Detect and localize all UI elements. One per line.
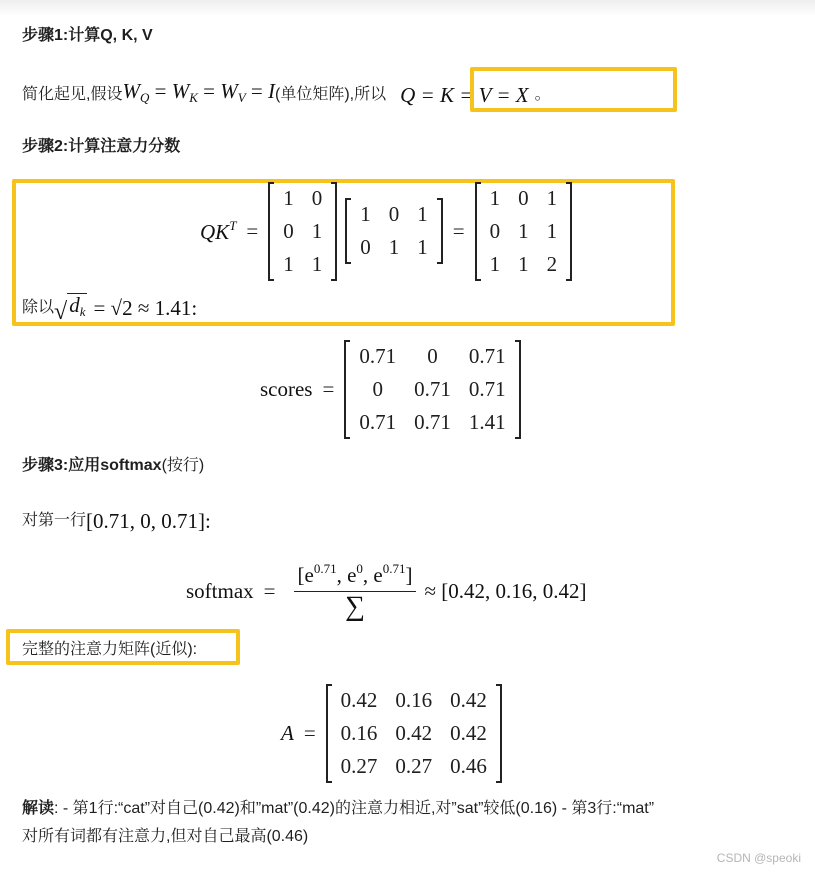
softmax-equation: softmax = $\frac{[e^{0.71}, e^0, e^{0.71}]}{\sum}$ ≈ [0.42, 0.16, 0.42] <box>186 560 587 622</box>
attention-matrix-cell: 0.16 <box>395 687 433 712</box>
matrix-xt-cell: 1 <box>360 202 371 226</box>
interpretation-bold: 解读 <box>22 800 55 817</box>
matrix-qkt-result-cell: 0 <box>518 185 529 210</box>
attention-matrix-row <box>332 750 496 783</box>
matrix-qkt-result-cell: 1 <box>489 185 501 210</box>
step1-assumption-suffix: (单位矩阵),所以 <box>275 85 387 103</box>
attention-matrix-cell: 0.27 <box>340 753 378 778</box>
scores-matrix-row <box>350 373 514 406</box>
matrix-xt-cell: 1 <box>417 235 428 259</box>
qkv-conclusion: Q = K = V = X <box>400 82 529 107</box>
matrix-qkt-result <box>475 182 573 281</box>
divide-by-line <box>22 293 197 323</box>
matrix-xt-cell: 1 <box>417 202 428 226</box>
scores-matrix-cell: 0.71 <box>468 376 506 401</box>
matrix-x-cell: 0 <box>283 218 294 243</box>
step1-text-prefix: 简化起见,假设 <box>22 85 123 103</box>
matrix-x <box>268 182 337 281</box>
scores-matrix-cell: 1.41 <box>468 409 506 434</box>
step2-heading: 步骤2:计算注意力分数 <box>22 138 181 155</box>
interpretation-line1 <box>22 798 654 820</box>
softmax-label: softmax <box>186 578 254 603</box>
scores-matrix <box>344 340 520 439</box>
qkt-label: $QK^T$ <box>200 217 237 244</box>
matrix-qkt-result-cell: 0 <box>489 218 501 243</box>
attention-matrix-cell: 0.42 <box>450 720 487 745</box>
matrix-x-row <box>274 182 331 215</box>
matrix-qkt-result-cell: 1 <box>546 185 558 210</box>
scores-matrix-cell: 0.71 <box>359 343 397 368</box>
highlight-box-qkv <box>470 67 677 112</box>
matrix-x-row <box>274 248 331 281</box>
attention-matrix-cell: 0.27 <box>395 753 433 778</box>
matrix-xt-row <box>351 198 437 231</box>
matrix-xt-row <box>351 231 437 264</box>
scores-matrix-cell: 0 <box>372 376 383 401</box>
scores-matrix-cell: 0.71 <box>359 409 397 434</box>
matrix-qkt-result-row <box>481 248 567 281</box>
scores-matrix-row <box>350 340 514 373</box>
attention-matrix-cell: 0.42 <box>395 720 433 745</box>
attention-matrix-cell: 0.42 <box>340 687 378 712</box>
scores-matrix-cell: 0.71 <box>468 343 506 368</box>
attention-matrix-row <box>332 684 496 717</box>
matrix-qkt-result-cell: 2 <box>546 251 558 276</box>
softmax-result: ≈ [0.42, 0.16, 0.42] <box>424 578 587 603</box>
attention-matrix <box>326 684 502 783</box>
matrix-x-cell: 0 <box>311 185 323 210</box>
scores-matrix-row <box>350 406 514 439</box>
scores-equation: scores = 0.71 0 0.71 0 0.71 0.71 0.71 0.71 1.41 <box>260 344 521 434</box>
attention-symbol: A <box>281 720 294 745</box>
interpretation-text: : - 第1行:“cat”对自己(0.42)和”mat”(0.42)的注意力相近,对”sat”较低(0.16) - 第3行:“mat” <box>54 800 655 817</box>
matrix-xt-cell: 1 <box>388 235 400 259</box>
scores-matrix-cell: 0.71 <box>414 376 451 401</box>
attention-matrix-cell: 0.42 <box>450 687 487 712</box>
matrix-qkt-result-cell: 1 <box>518 218 529 243</box>
qkt-equation: $QK^T$ = 1 0 0 1 1 1 1 0 1 0 1 1 = 1 0 1 0 1 1 1 1 2 <box>200 187 572 275</box>
matrix-qkt-result-row <box>481 182 567 215</box>
sqrt-dk: √ $d_k$ <box>54 293 86 325</box>
matrix-qkt-result-cell: 1 <box>546 218 558 243</box>
step1-heading: 步骤1:计算Q, K, V <box>22 27 153 44</box>
first-row-prefix: 对第一行 <box>22 512 87 529</box>
attention-matrix-row <box>332 717 496 750</box>
matrix-qkt-result-cell: 1 <box>518 251 529 276</box>
scores-matrix-cell: 0 <box>427 343 438 368</box>
full-matrix-label: 完整的注意力矩阵(近似): <box>22 641 198 658</box>
attention-matrix-cell: 0.46 <box>450 753 487 778</box>
divide-value: = √2 ≈ 1.41: <box>93 296 198 320</box>
attention-matrix-cell: 0.16 <box>340 720 378 745</box>
step3-heading-rest: (按行) <box>161 457 205 474</box>
matrix-xt-cell: 0 <box>360 235 371 259</box>
matrix-qkt-result-cell: 1 <box>489 251 501 276</box>
step3-heading <box>22 455 204 477</box>
matrix-xt <box>345 198 443 264</box>
weights-equation: $W_Q = W_K = W_V = I$ <box>122 79 275 105</box>
divide-prefix: 除以 <box>22 299 55 316</box>
matrix-x-cell: 1 <box>311 218 323 243</box>
softmax-fraction: $\frac{[e^{0.71}, e^0, e^{0.71}]}{\sum}$ <box>294 561 417 622</box>
matrix-x-cell: 1 <box>283 251 294 276</box>
scores-label: scores <box>260 376 313 401</box>
matrix-qkt-result-row <box>481 215 567 248</box>
first-row-line <box>22 510 211 532</box>
matrix-x-cell: 1 <box>283 185 294 210</box>
matrix-x-row <box>274 215 331 248</box>
attention-matrix-equation: A = 0.42 0.16 0.42 0.16 0.42 0.42 0.27 0.27 0.46 <box>281 688 502 778</box>
step1-end: 。 <box>534 85 551 103</box>
first-row-value: [0.71, 0, 0.71]: <box>86 509 211 533</box>
step3-heading-bold: 步骤3:应用softmax <box>22 457 162 474</box>
watermark: CSDN @speoki <box>716 851 801 865</box>
interpretation-line2: 对所有词都有注意力,但对自己最高(0.46) <box>22 828 309 845</box>
matrix-xt-cell: 0 <box>388 202 400 226</box>
matrix-x-cell: 1 <box>311 251 323 276</box>
scores-matrix-cell: 0.71 <box>414 409 451 434</box>
top-shadow <box>0 0 815 16</box>
